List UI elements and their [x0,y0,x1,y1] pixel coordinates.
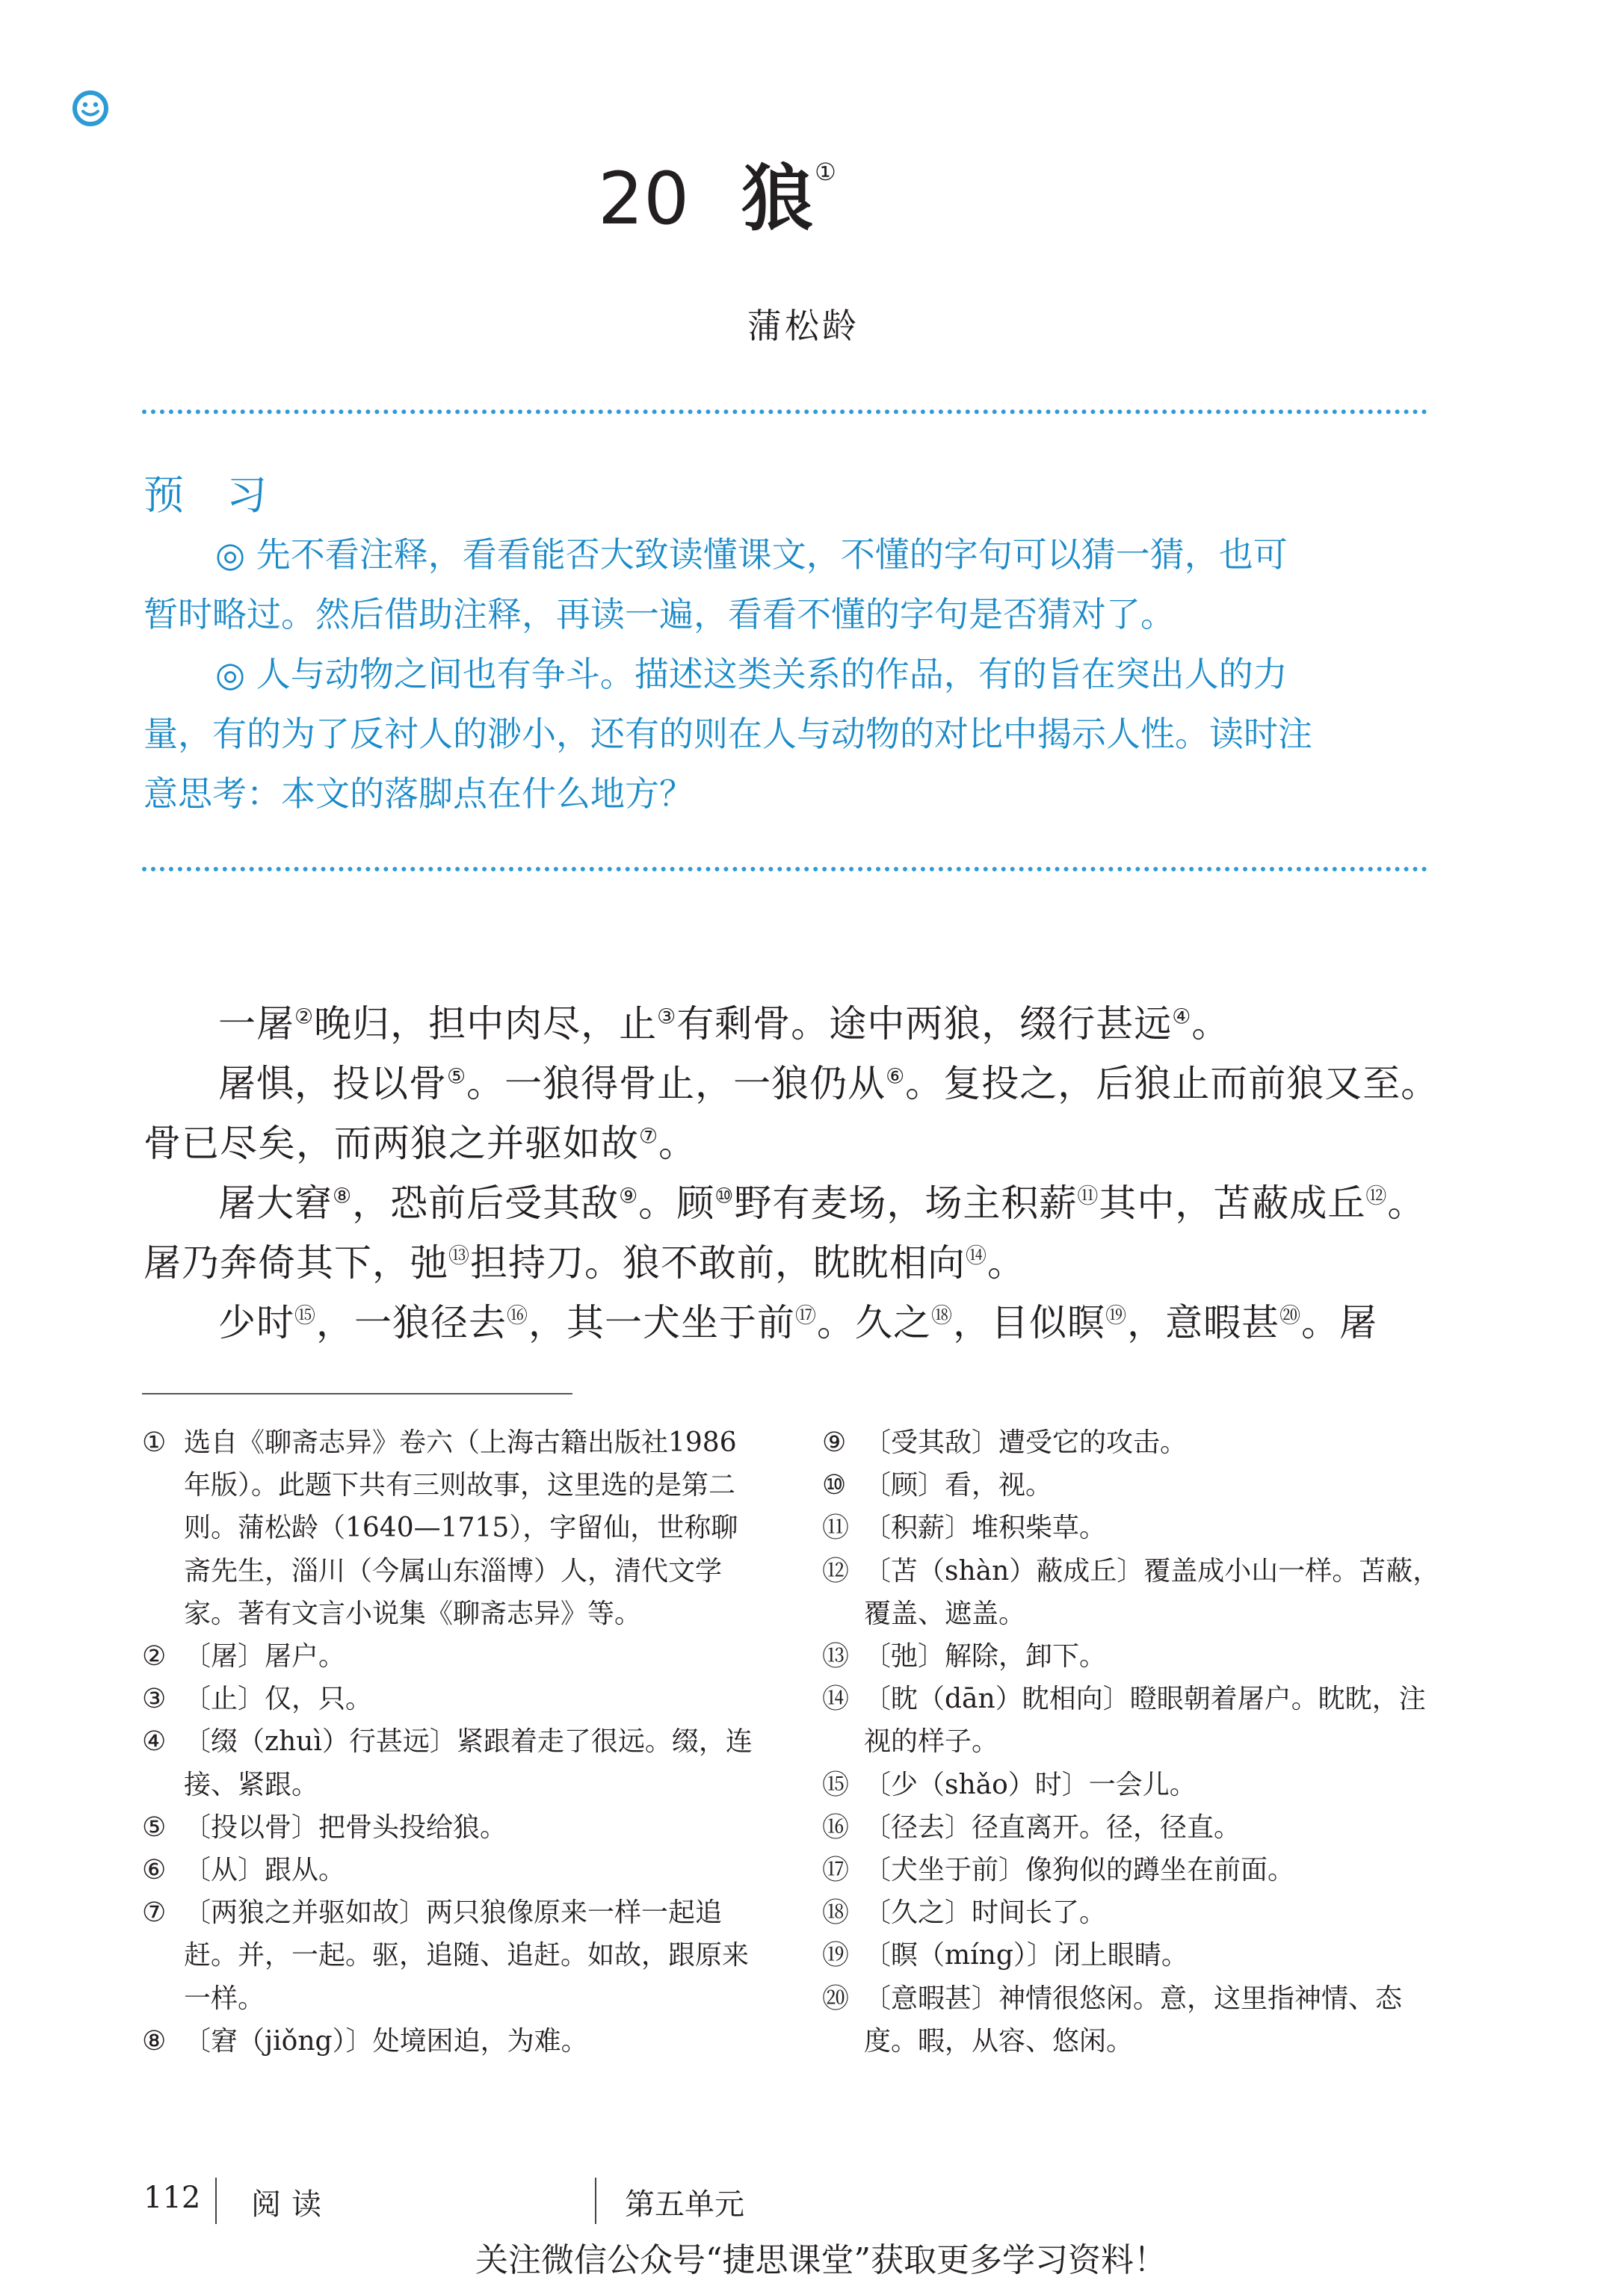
body-text: 野有麦场，场主积薪 [734,1182,1078,1225]
body-text: 。一狼得骨止，一狼仍从 [466,1062,886,1105]
footnote-text: 选自《聊斋志异》卷六（上海古籍出版社1986年版）。此题下共有三则故事，这里选的是第二则。蒲松龄（1640—1715），字留仙，世称聊斋先生，淄川（今属山东淄博）人，清代文学家。著有文言小说集《聊斋志异》等。 [184,1427,738,1629]
body-text: 有剩骨。途中两狼，缀行甚远 [676,1002,1173,1045]
body-text: ，恐前后受其敌 [352,1182,620,1225]
footnote-mark: ⑱ [822,1897,850,1929]
page-number: 112 [143,2181,201,2215]
footnote-item [822,1635,1442,1678]
footnote-ref[interactable]: ⑧ [333,1183,353,1208]
watermark-text: 关注微信公众号“捷思课堂”获取更多学习资料！ [475,2241,1167,2279]
footnote-mark: ② [142,1641,167,1672]
footnote-ref[interactable]: ⑮ [294,1303,317,1328]
body-line [143,1113,697,1173]
footnote-text: 〔窘（jiǒng）〕处境困迫，为难。 [184,2025,588,2057]
footnote-ref[interactable]: ⑬ [448,1243,471,1268]
footnote-ref[interactable]: ⑫ [1365,1183,1388,1208]
preview-top-divider [142,410,1427,414]
footnote-item [822,1934,1442,1977]
footnote-mark: ⑤ [142,1811,167,1843]
footnote-item [822,1806,1442,1849]
footnote-text: 〔弛〕解除，卸下。 [864,1641,1107,1672]
smiley-face-icon [72,90,109,127]
body-text: 其中，苫蔽成丘 [1099,1182,1366,1225]
footnote-mark: ⑥ [142,1855,167,1886]
body-text: 屠乃奔倚其下，弛 [143,1241,448,1285]
footnote-text: 〔积薪〕堆积柴草。 [864,1513,1107,1544]
body-text: 。久之 [817,1301,932,1344]
footnote-mark: ⑧ [142,2025,167,2057]
footnote-item [142,2020,762,2063]
footnote-mark: ⑩ [822,1470,847,1501]
footnote-text: 〔意暇甚〕神情很悠闲。意，这里指神情、态度。暇，从容、悠闲。 [864,1983,1403,2057]
footnote-text: 〔瞑（míng）〕闭上眼睛。 [864,1940,1188,1971]
footnote-ref[interactable]: ⑳ [1279,1303,1302,1328]
unit-label: 第五单元 [625,2187,744,2222]
preview-paragraph-2-line-2: 量，有的为了反衬人的渺小，还有的则在人与动物的对比中揭示人性。读时注 [143,714,1312,754]
preview-heading: 预 习 [143,472,282,519]
body-line [143,1233,1025,1293]
body-text: 。复投之，后狼止而前狼又至。 [905,1062,1439,1105]
footnote-mark: ⑫ [822,1555,850,1587]
footnote-item [142,1720,762,1806]
footnote-ref[interactable]: ② [294,1004,315,1029]
body-text: ，一狼径去 [316,1301,507,1344]
body-text: ，目似瞑 [953,1301,1106,1344]
body-line [218,1293,1377,1353]
footnotes-left-column [142,1421,762,2063]
footnote-mark: ⑭ [822,1684,850,1715]
footnote-item [822,1764,1442,1806]
footnote-ref[interactable]: ⑨ [619,1183,639,1208]
footnote-text: 〔久之〕时间长了。 [864,1897,1107,1929]
footnote-mark: ④ [142,1726,167,1758]
preview-paragraph-2-line-3: 意思考：本文的落脚点在什么地方？ [143,773,694,814]
body-line [218,1054,1439,1113]
footnote-item [142,1421,762,1635]
preview-paragraph-1-line-1: ◎ 先不看注释，看看能否大致读懂课文，不懂的字句可以猜一猜，也可 [215,534,1288,575]
body-text: 一屠 [218,1002,294,1045]
footnote-mark: ③ [142,1684,167,1715]
footnote-text: 〔两狼之并驱如故〕两只狼像原来一样一起追赶。并，一起。驱，追随、追赶。如故，跟原来一样。 [184,1897,750,2014]
footnote-mark: ⑳ [822,1983,850,2014]
footnote-ref[interactable]: ④ [1172,1004,1192,1029]
footnote-text: 〔投以骨〕把骨头投给狼。 [184,1811,507,1843]
footnote-ref[interactable]: ③ [657,1004,677,1029]
body-text: 骨已尽矣，而两狼之并驱如故 [143,1122,639,1165]
footnote-text: 〔径去〕径直离开。径，径直。 [864,1811,1241,1843]
footnote-ref[interactable]: ⑩ [714,1183,735,1208]
footnote-text: 〔屠〕屠户。 [184,1641,346,1672]
body-text: 晚归，担中肉尽，止 [314,1002,658,1045]
body-text: 。 [658,1122,697,1165]
footnote-ref[interactable]: ⑤ [447,1063,467,1089]
footnote-item [822,1977,1442,2063]
footnote-mark: ⑪ [822,1513,850,1544]
body-text: 。 [1387,1182,1426,1225]
footnote-separator [142,1393,572,1394]
footnote-item [142,1806,762,1849]
footnote-text: 〔缀（zhuì）行甚远〕紧跟着走了很远。缀，连接、紧跟。 [184,1726,753,1800]
body-text: ，意暇甚 [1127,1301,1280,1344]
footnote-item [822,1421,1442,1464]
footnote-ref[interactable]: ⑥ [886,1063,906,1089]
footnote-item [142,1891,762,2020]
body-text: 屠惧，投以骨 [218,1062,447,1105]
footnote-item [142,1635,762,1678]
lesson-title [598,156,836,241]
preview-paragraph-2-line-1: ◎ 人与动物之间也有争斗。描述这类关系的作品，有的旨在突出人的力 [215,654,1288,694]
footnote-text: 〔少（shǎo）时〕一会儿。 [864,1769,1197,1800]
footnote-item [142,1678,762,1720]
footnote-mark: ⑰ [822,1855,850,1886]
footnote-text: 〔苫（shàn）蔽成丘〕覆盖成小山一样。苫蔽，覆盖、遮盖。 [864,1555,1440,1629]
footnote-item [822,1891,1442,1934]
body-line [218,1173,1425,1233]
footnote-text: 〔受其敌〕遭受它的攻击。 [864,1427,1188,1458]
footnote-ref[interactable]: ⑪ [1077,1183,1099,1208]
footnote-ref[interactable]: ⑰ [795,1303,818,1328]
lesson-number: 20 [598,157,690,241]
body-text: 。 [987,1241,1026,1285]
footnote-mark: ⑦ [142,1897,167,1929]
body-text: 。屠 [1301,1301,1378,1344]
body-text: ，其一犬坐于前 [528,1301,796,1344]
footnote-text: 〔眈（dān）眈相向〕瞪眼朝着屠户。眈眈，注视的样子。 [864,1684,1426,1758]
body-line [218,994,1229,1054]
footnote-item [822,1849,1442,1891]
footer-divider [215,2178,217,2224]
body-text: 。 [1191,1002,1230,1045]
footnote-text: 〔从〕跟从。 [184,1855,346,1886]
footnotes-right-column [822,1421,1442,2063]
author-name: 蒲松龄 [747,306,859,346]
footnote-ref[interactable]: ⑭ [966,1243,988,1268]
body-text: 少时 [218,1301,294,1344]
footnote-item [822,1464,1442,1507]
footnote-item [822,1678,1442,1763]
footnote-text: 〔止〕仅，只。 [184,1684,373,1715]
preview-bottom-divider [142,867,1427,871]
footnote-item [142,1849,762,1891]
body-text: 屠大窘 [218,1182,333,1225]
lesson-name: 狼 [741,156,814,241]
footnote-ref[interactable]: ⑲ [1105,1303,1128,1328]
footnote-text: 〔犬坐于前〕像狗似的蹲坐在前面。 [864,1855,1295,1886]
footnote-mark: ⑬ [822,1641,850,1672]
body-text: 担持刀。狼不敢前，眈眈相向 [470,1241,966,1285]
footer-divider [595,2178,596,2224]
footnote-text: 〔顾〕看，视。 [864,1470,1053,1501]
footnote-ref[interactable]: ⑱ [931,1303,954,1328]
body-text: 。顾 [638,1182,715,1225]
footnote-ref[interactable]: ⑯ [507,1303,529,1328]
preview-paragraph-1-line-2: 暂时略过。然后借助注释，再读一遍，看看不懂的字句是否猜对了。 [143,594,1175,634]
title-footnote-mark[interactable]: ① [815,158,836,186]
footnote-mark: ⑲ [822,1940,850,1971]
footnote-mark: ⑮ [822,1769,850,1800]
footnote-mark: ⑨ [822,1427,847,1458]
section-label: 阅读 [251,2187,332,2222]
footnote-item [822,1550,1442,1635]
footnote-ref[interactable]: ⑦ [639,1123,659,1149]
footnote-item [822,1507,1442,1549]
footnote-mark: ⑯ [822,1811,850,1843]
footnote-mark: ① [142,1427,167,1458]
